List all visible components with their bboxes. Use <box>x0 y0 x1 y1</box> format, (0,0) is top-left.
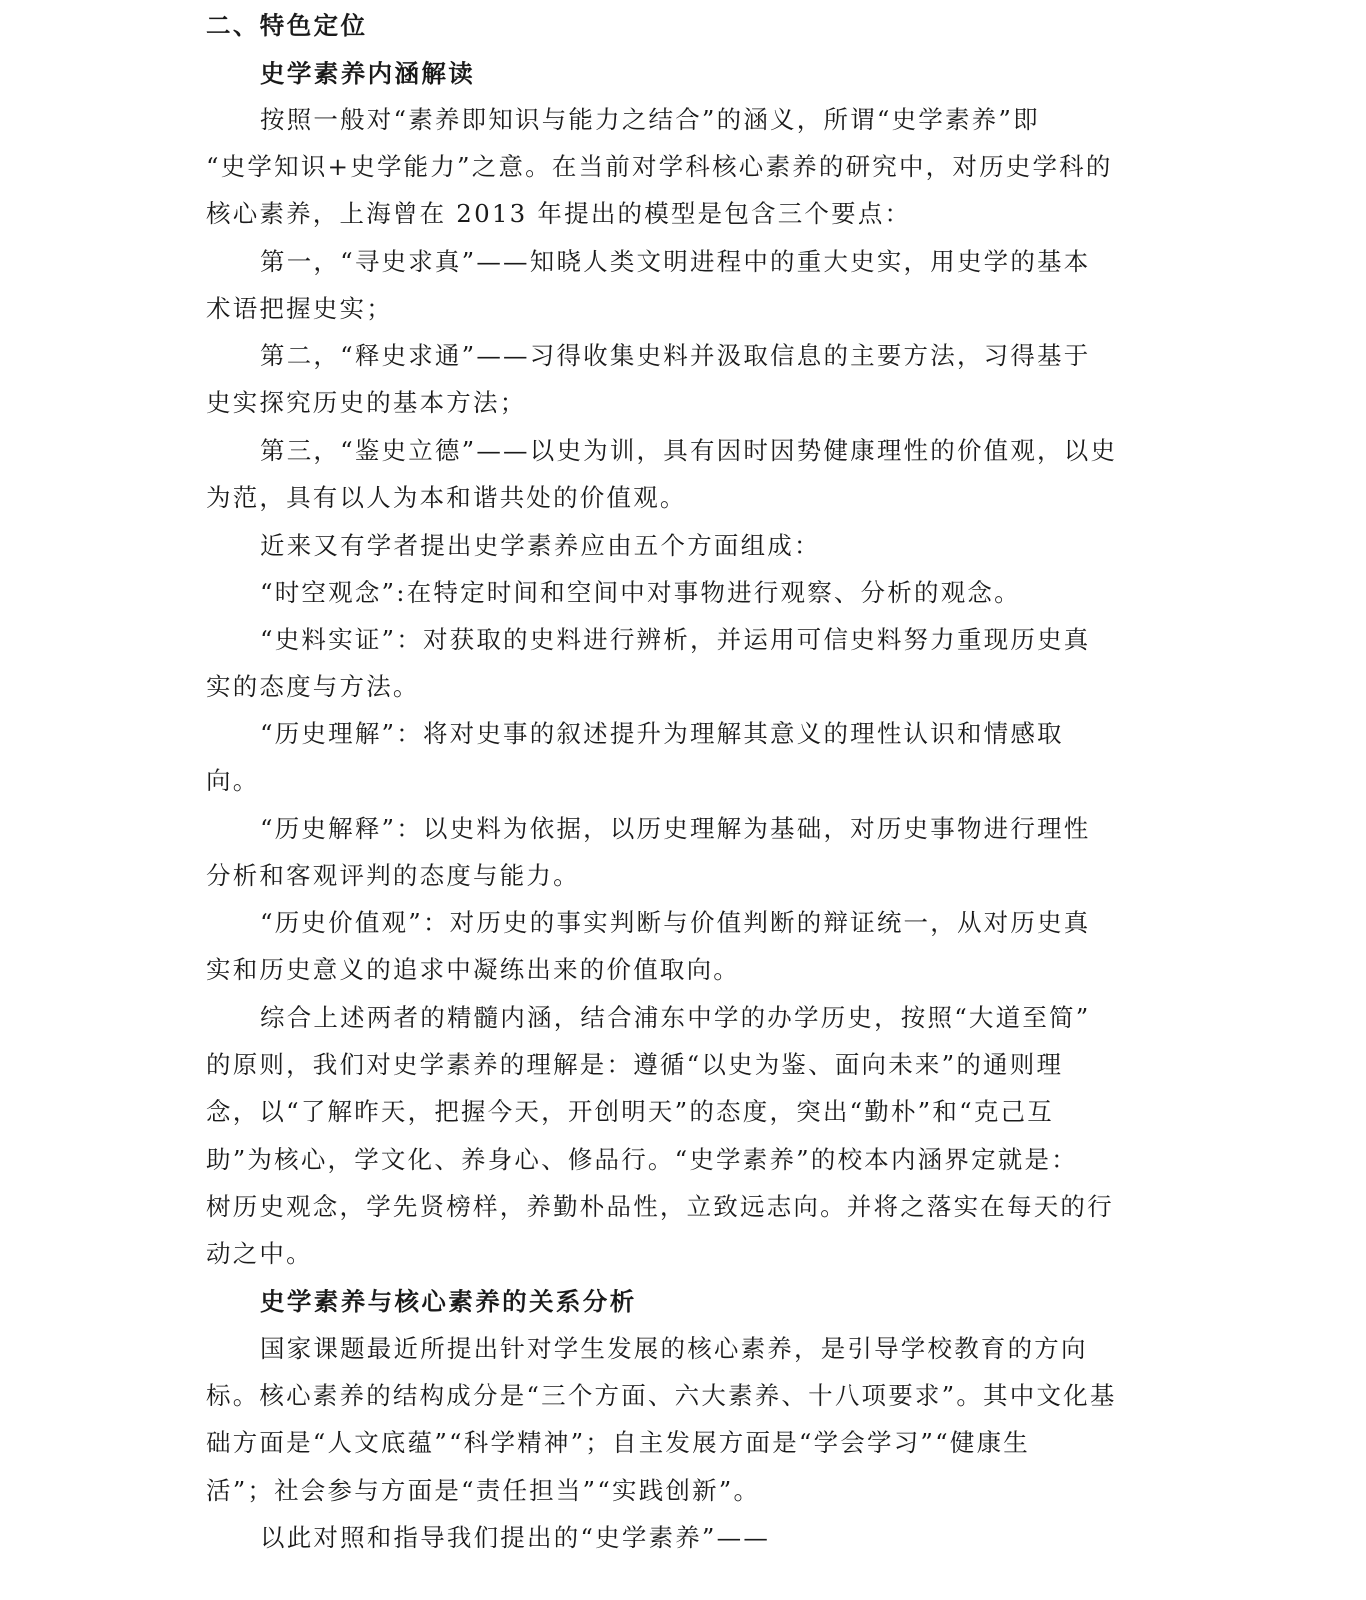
paragraph-line: “历史理解”：将对史事的叙述提升为理解其意义的理性认识和情感取 <box>260 719 1064 748</box>
paragraph-line: “历史价值观”：对历史的事实判断与价值判断的辩证统一，从对历史真 <box>260 908 1091 937</box>
paragraph-line: 近来又有学者提出史学素养应由五个方面组成： <box>260 531 821 560</box>
paragraph-line: 国家课题最近所提出针对学生发展的核心素养，是引导学校教育的方向 <box>260 1334 1088 1363</box>
paragraph-line: 分析和客观评判的态度与能力。 <box>206 861 580 890</box>
paragraph-line: 助”为核心，学文化、养身心、修品行。“史学素养”的校本内涵界定就是： <box>206 1145 1078 1174</box>
paragraph-line: 综合上述两者的精髓内涵，结合浦东中学的办学历史，按照“大道至简” <box>260 1003 1091 1032</box>
paragraph-line: 史实探究历史的基本方法； <box>206 388 527 417</box>
paragraph-line: 的原则，我们对史学素养的理解是：遵循“以史为鉴、面向未来”的通则理 <box>206 1050 1064 1079</box>
paragraph-line: 向。 <box>206 766 260 795</box>
paragraph-line: “历史解释”：以史料为依据，以历史理解为基础，对历史事物进行理性 <box>260 814 1091 843</box>
paragraph-line: 树历史观念，学先贤榜样，养勤朴品性，立致远志向。并将之落实在每天的行 <box>206 1192 1114 1221</box>
paragraph-line: 第三，“鉴史立德”——以史为训，具有因时因势健康理性的价值观，以史 <box>260 436 1118 465</box>
paragraph-line: 核心素养，上海曾在 2013 年提出的模型是包含三个要点： <box>206 199 912 228</box>
paragraph-line: 术语把握史实； <box>206 294 393 323</box>
paragraph-line: 标。核心素养的结构成分是“三个方面、六大素养、十八项要求”。其中文化基 <box>206 1381 1117 1410</box>
paragraph-line: 础方面是“人文底蕴”“科学精神”；自主发展方面是“学会学习”“健康生 <box>206 1428 1030 1457</box>
paragraph-line: 念，以“了解昨天，把握今天，开创明天”的态度，突出“勤朴”和“克己互 <box>206 1097 1054 1126</box>
paragraph-line: 为范，具有以人为本和谐共处的价值观。 <box>206 483 687 512</box>
paragraph-line: “史料实证”：对获取的史料进行辨析，并运用可信史料努力重现历史真 <box>260 625 1091 654</box>
paragraph-line: 动之中。 <box>206 1239 313 1268</box>
subheading-relationship: 史学素养与核心素养的关系分析 <box>260 1287 637 1316</box>
paragraph-line: 实和历史意义的追求中凝练出来的价值取向。 <box>206 955 740 984</box>
paragraph-line: 以此对照和指导我们提出的“史学素养”—— <box>260 1523 771 1552</box>
section-title: 二、特色定位 <box>206 11 368 40</box>
paragraph-line: “时空观念”:在特定时间和空间中对事物进行观察、分析的观念。 <box>260 578 1021 607</box>
paragraph-line: 活”；社会参与方面是“责任担当”“实践创新”。 <box>206 1476 761 1505</box>
paragraph-line: 第二，“释史求通”——习得收集史料并汲取信息的主要方法，习得基于 <box>260 341 1091 370</box>
paragraph-line: 第一，“寻史求真”——知晓人类文明进程中的重大史实，用史学的基本 <box>260 247 1091 276</box>
paragraph-line: 实的态度与方法。 <box>206 672 420 701</box>
paragraph-line: 按照一般对“素养即知识与能力之结合”的涵义，所谓“史学素养”即 <box>260 105 1040 134</box>
subheading-connotation: 史学素养内涵解读 <box>260 59 476 88</box>
paragraph-line: “史学知识+史学能力”之意。在当前对学科核心素养的研究中，对历史学科的 <box>206 152 1113 181</box>
